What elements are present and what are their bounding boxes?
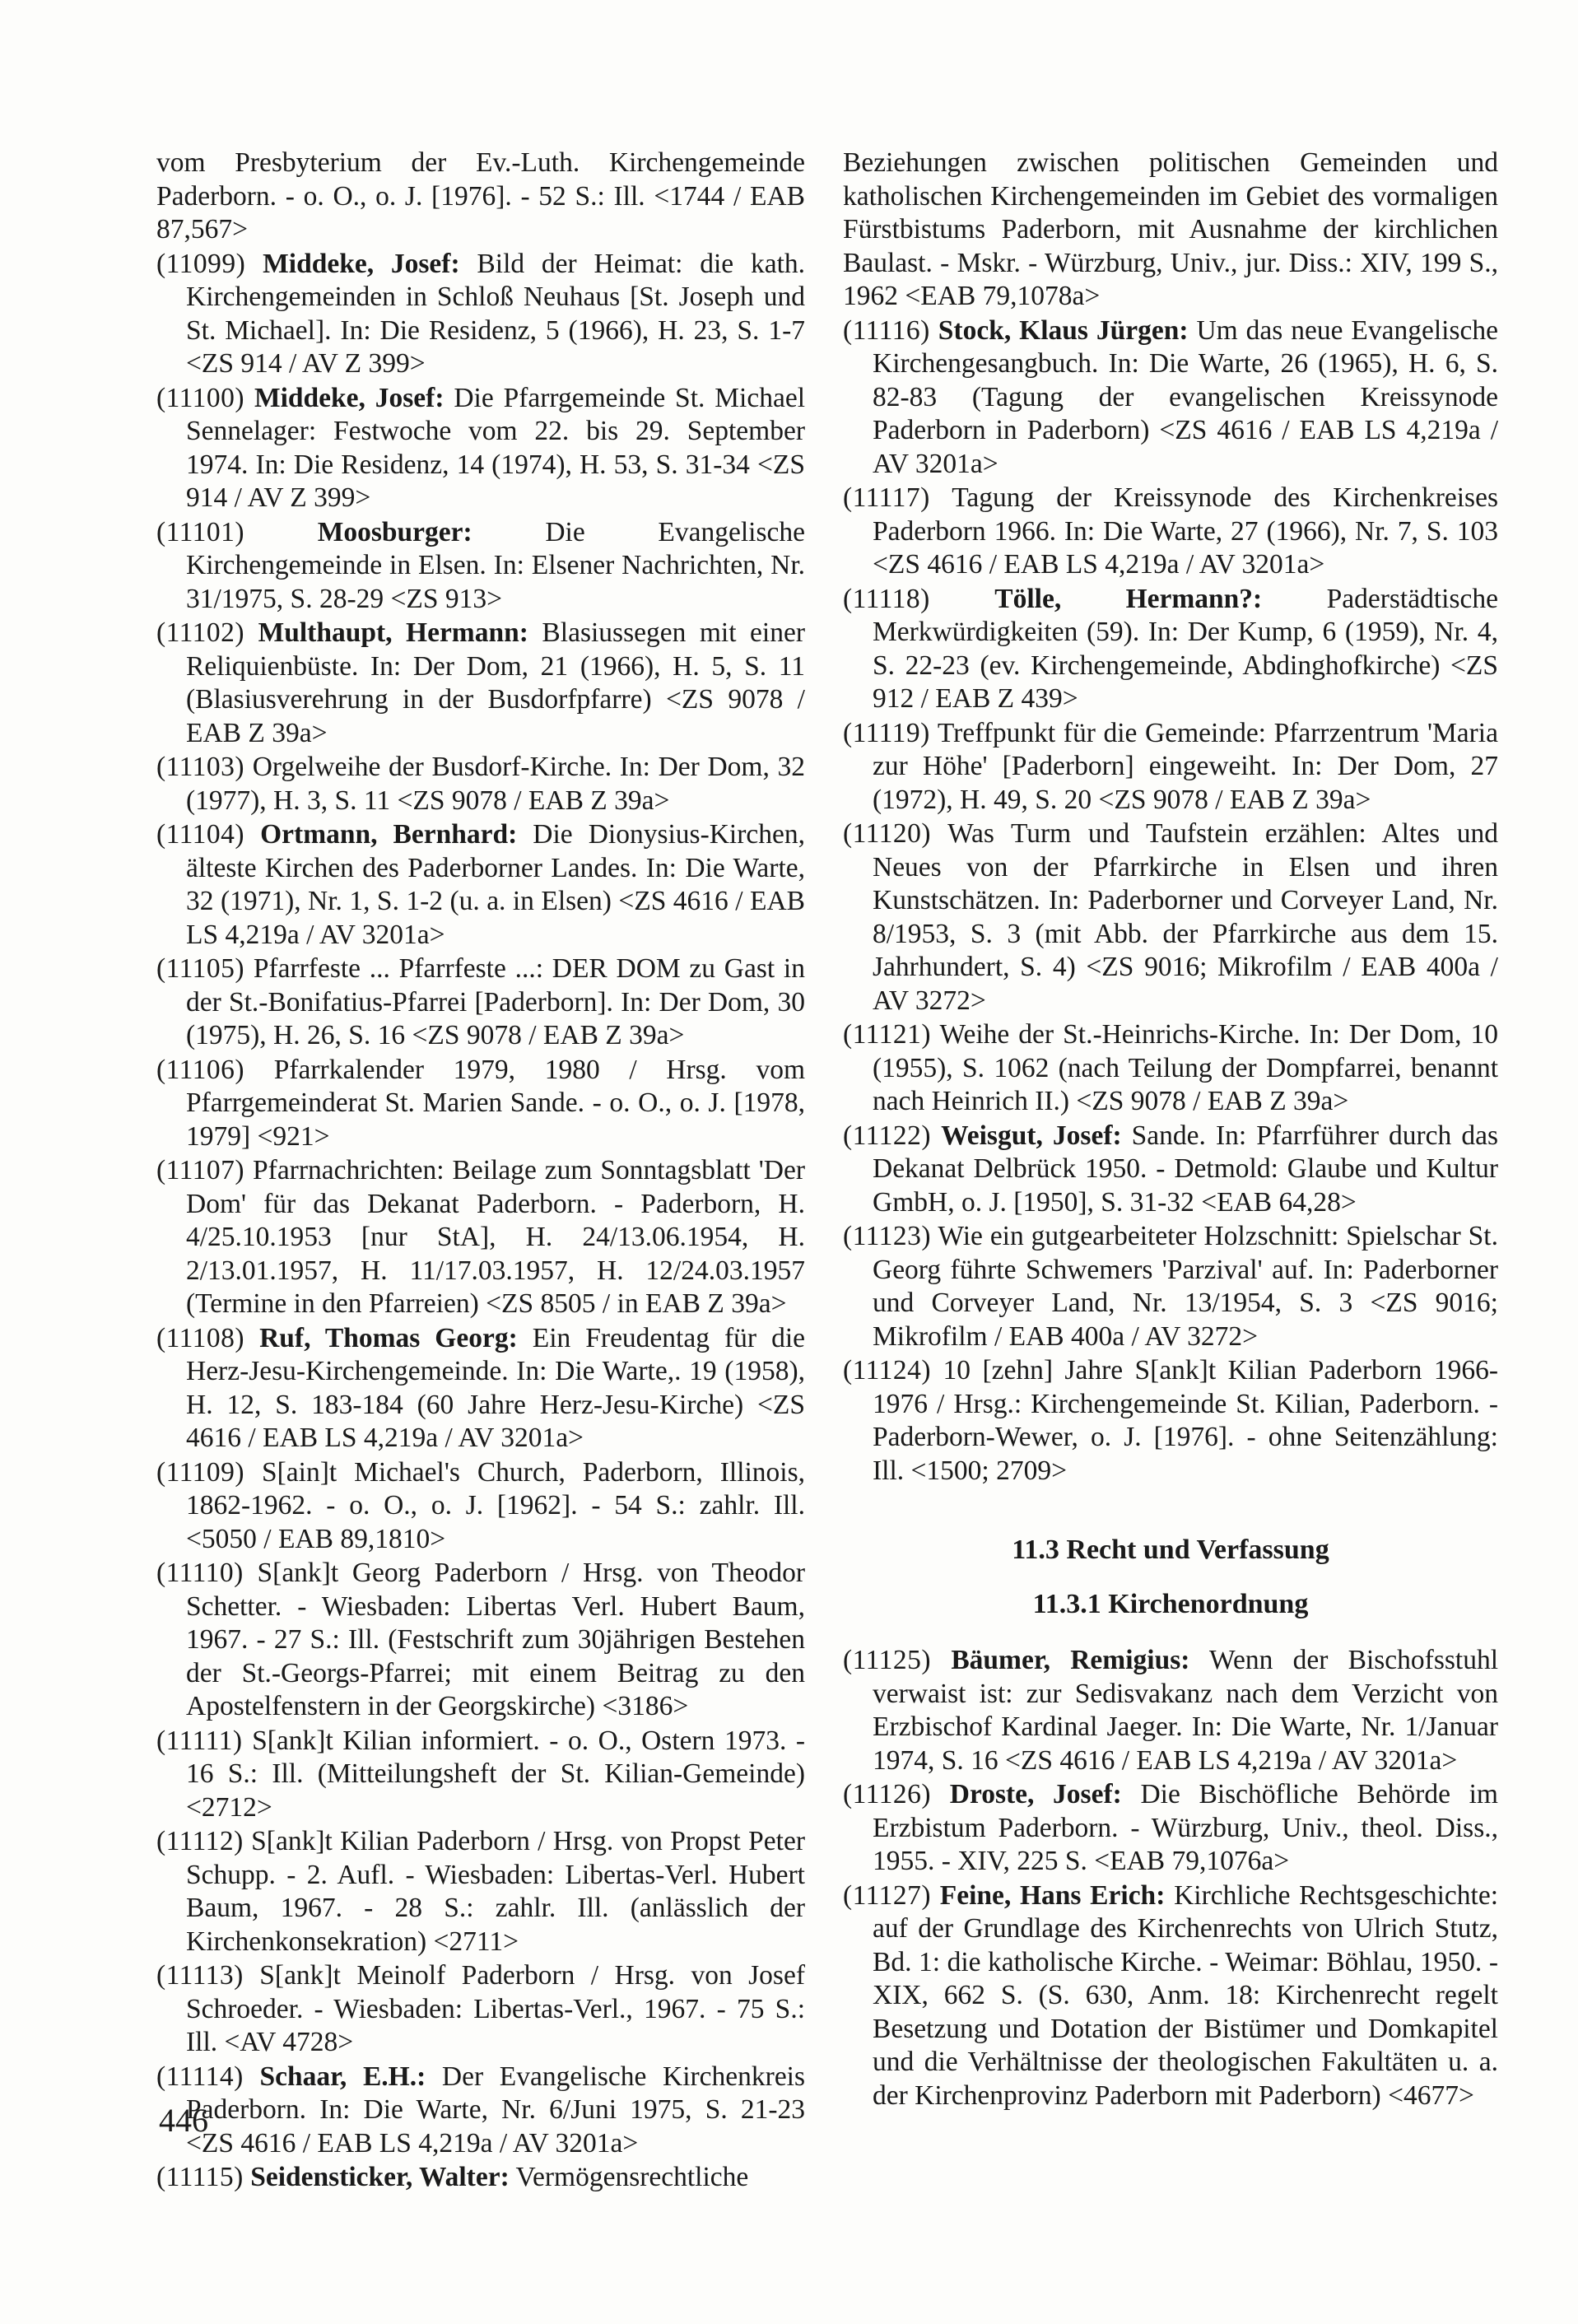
entry-number: (11100) xyxy=(156,382,245,413)
entry-number: (11113) xyxy=(156,1960,244,1991)
entry-number: (11122) xyxy=(843,1120,932,1151)
entry-text: Treffpunkt für die Gemeinde: Pfarrzentrum 'Maria zur Höhe' [Paderborn] eingeweiht. In: Der Dom, 27 (1972), H. 49, S. 20 <ZS 9078 / EAB Z 39a> xyxy=(873,717,1498,815)
entry-text: S[ain]t Michael's Church, Paderborn, Illinois, 1862-1962. - o. O., o. J. [1962]. - 54 S.: zahlr. Ill. <5050 / EAB 89,1810> xyxy=(186,1456,806,1554)
entry-number: (11108) xyxy=(156,1322,245,1353)
bibliography-entry xyxy=(156,1456,805,1557)
bibliography-entry xyxy=(156,2161,805,2195)
entry-author: Schaar, E.H.: xyxy=(259,2061,426,2092)
entry-text: Blasiussegen mit einer Reliquienbüste. In: Der Dom, 21 (1966), H. 5, S. 11 (Blasiusverehrung in der Busdorfpfarre) <ZS 9078 / EAB Z 39a> xyxy=(186,617,806,748)
entry-number: (11126) xyxy=(843,1779,932,1809)
entry-text: Kirchliche Rechtsgeschichte: auf der Grundlage des Kirchenrechts von Ulrich Stutz, Bd. 1: die katholische Kirche. - Weimar: Böhlau, 1950. - XIX, 662 S. (S. 630, Anm. 18: Kirchenrecht regelt Besetzung und Dotation der Bistümer und Domkapitel und die Verhältnisse der theologischen Fakultäten u. a. der Kirchenprovinz Paderborn mit Paderborn) <4677> xyxy=(873,1879,1499,2111)
entry-text: Vermögensrechtliche xyxy=(515,2162,749,2192)
entry-text: Um das neue Evangelische Kirchengesangbuch. In: Die Warte, 26 (1965), H. 6, S. 82-83 (Tagung der evangelischen Kreissynode Paderborn in Paderborn) <ZS 4616 / EAB LS 4,219a / AV 3201a> xyxy=(873,314,1498,479)
entry-text: Orgelweihe der Busdorf-Kirche. In: Der Dom, 32 (1977), H. 3, S. 11 <ZS 9078 / EAB Z 39a> xyxy=(186,752,805,816)
entry-text: Pfarrfeste ... Pfarrfeste ...: DER DOM zu Gast in der St.-Bonifatius-Pfarrei [Paderborn]. In: Der Dom, 30 (1975), H. 26, S. 16 <ZS 9078 / EAB Z 39a> xyxy=(186,953,805,1050)
entry-text: S[ank]t Kilian informiert. - o. O., Ostern 1973. - 16 S.: Ill. (Mitteilungsheft der St. Kilian-Gemeinde) <2712> xyxy=(186,1725,806,1823)
entry-number: (11127) xyxy=(843,1879,932,1911)
bibliography-entry xyxy=(156,147,805,247)
entry-author: Middeke, Josef: xyxy=(254,382,445,413)
bibliography-entry xyxy=(843,1879,1498,2113)
bibliography-entry xyxy=(843,717,1498,817)
entry-text: Die Evangelische Kirchengemeinde in Elsen. In: Elsener Nachrichten, Nr. 31/1975, S. 28-29 <ZS 913> xyxy=(186,516,805,614)
entry-author: Tölle, Hermann?: xyxy=(994,583,1263,614)
bibliography-entry xyxy=(843,583,1498,716)
entry-author: Weisgut, Josef: xyxy=(941,1120,1122,1151)
entry-number: (11115) xyxy=(156,2162,244,2192)
entry-number: (11123) xyxy=(843,1221,932,1251)
right-entries-after xyxy=(843,1644,1498,2112)
entry-text: Die Pfarrgemeinde St. Michael Sennelager: Festwoche vom 22. bis 29. September 1974. In: Die Residenz, 14 (1974), H. 53, S. 31-34 <ZS 914 / AV Z 399> xyxy=(186,382,806,513)
entry-text: Der Evangelische Kirchenkreis Paderborn. In: Die Warte, Nr. 6/Juni 1975, S. 21-23 <ZS 4616 / EAB LS 4,219a / AV 3201a> xyxy=(186,2061,806,2159)
entry-text: S[ank]t Kilian Paderborn / Hrsg. von Propst Peter Schupp. - 2. Aufl. - Wiesbaden: Libertas-Verl. Hubert Baum, 1967. - 28 S.: zahlr. Ill. (anlässlich der Kirchenkonsekration) <2711> xyxy=(186,1826,805,1957)
entry-text: Tagung der Kreissynode des Kirchenkreises Paderborn 1966. In: Die Warte, 27 (1966), Nr. 7, S. 103 <ZS 4616 / EAB LS 4,219a / AV 3201a> xyxy=(873,482,1498,580)
entry-number: (11119) xyxy=(843,717,930,748)
entry-number: (11102) xyxy=(156,617,245,648)
bibliography-entry xyxy=(156,382,805,515)
entry-text: Pfarrnachrichten: Beilage zum Sonntagsblatt 'Der Dom' für das Dekanat Paderborn. - Paderborn, H. 4/25.10.1953 [nur StA], H. 24/13.06.1954, H. 2/13.01.1957, H. 11/17.03.1957, H. 12/24.03.1957 (Termine in den Pfarreien) <ZS 8505 / in EAB Z 39a> xyxy=(186,1155,805,1319)
entry-author: Multhaupt, Hermann: xyxy=(258,617,528,648)
entry-number: (11103) xyxy=(156,752,245,782)
page-number: 446 xyxy=(159,2102,208,2139)
entry-author: Droste, Josef: xyxy=(949,1779,1122,1809)
bibliography-entry xyxy=(843,147,1498,314)
bibliography-entry xyxy=(843,817,1498,1018)
bibliography-entry xyxy=(156,248,805,381)
bibliography-entry xyxy=(156,1959,805,2060)
bibliography-entry xyxy=(156,1322,805,1455)
bibliography-entry xyxy=(843,1778,1498,1879)
bibliography-entry xyxy=(156,818,805,952)
entry-text: Ein Freudentag für die Herz-Jesu-Kirchengemeinde. In: Die Warte,. 19 (1958), H. 12, S. 183-184 (60 Jahre Herz-Jesu-Kirche) <ZS 4616 / EAB LS 4,219a / AV 3201a> xyxy=(186,1322,805,1453)
subsection-heading: 11.3.1 Kirchenordnung xyxy=(1032,1589,1309,1619)
entry-number: (11104) xyxy=(156,819,245,850)
entry-number: (11110) xyxy=(156,1558,244,1588)
bibliography-entry xyxy=(156,952,805,1053)
entry-author: Feine, Hans Erich: xyxy=(939,1879,1166,1911)
entry-number: (11112) xyxy=(156,1826,244,1856)
left-column xyxy=(156,147,805,2196)
bibliography-entry xyxy=(156,516,805,617)
entry-author: Stock, Klaus Jürgen: xyxy=(938,314,1189,346)
entry-number: (11099) xyxy=(156,248,246,279)
entry-author: Ortmann, Bernhard: xyxy=(260,819,518,850)
entry-number: (11124) xyxy=(843,1355,932,1386)
entry-text: Pfarrkalender 1979, 1980 / Hrsg. vom Pfarrgemeinderat St. Marien Sande. - o. O., o. J. [1978, 1979] <921> xyxy=(186,1054,806,1152)
entry-text: Die Bischöfliche Behörde im Erzbistum Paderborn. - Würzburg, Univ., theol. Diss., 1955. - XIV, 225 S. <EAB 79,1076a> xyxy=(873,1779,1498,1876)
bibliography-entry xyxy=(156,1557,805,1724)
entry-text: Wenn der Bischofsstuhl verwaist ist: zur Sedisvakanz nach dem Verzicht von Erzbischof Kardinal Jaeger. In: Die Warte, Nr. 1/Januar 1974, S. 16 <ZS 4616 / EAB LS 4,219a / AV 3201a> xyxy=(873,1645,1499,1776)
entry-text: Die Dionysius-Kirchen, älteste Kirchen des Paderborner Landes. In: Die Warte, 32 (1971), Nr. 1, S. 1-2 (u. a. in Elsen) <ZS 4616 / EAB LS 4,219a / AV 3201a> xyxy=(186,819,805,950)
entry-author: Bäumer, Remigius: xyxy=(951,1645,1190,1675)
right-entries-before xyxy=(843,147,1498,1488)
section-heading: 11.3 Recht und Verfassung xyxy=(1012,1535,1329,1565)
entry-number: (11117) xyxy=(843,482,930,513)
entry-number: (11114) xyxy=(156,2061,244,2092)
entry-number: (11121) xyxy=(843,1019,932,1050)
bibliography-entry xyxy=(156,1054,805,1154)
entry-text: S[ank]t Meinolf Paderborn / Hrsg. von Josef Schroeder. - Wiesbaden: Libertas-Verl., 1967. - 75 S.: Ill. <AV 4728> xyxy=(186,1960,805,2057)
entry-text: S[ank]t Georg Paderborn / Hrsg. von Theodor Schetter. - Wiesbaden: Libertas Verl. Hubert Baum, 1967. - 27 S.: Ill. (Festschrift zum 30jährigen Bestehen der St.-Georgs-Pfarrei; mit einem Beitrag zu den Apostelfenstern in der Georgskirche) <3186> xyxy=(186,1558,805,1721)
entry-text: Beziehungen zwischen politischen Gemeinden und katholischen Kirchengemeinden im Gebiet des vormaligen Fürstbistums Paderborn, mit Ausnahme der kirchlichen Baulast. - Mskr. - Würzburg, Univ., jur. Diss.: XIV, 199 S., 1962 <EAB 79,1078a> xyxy=(843,147,1498,311)
bibliography-entry xyxy=(843,1120,1498,1220)
entry-text: Wie ein gutgearbeiteter Holzschnitt: Spielschar St. Georg führte Schwemers 'Parzival' auf. In: Paderborner und Corveyer Land, Nr. 13/1954, S. 3 <ZS 9016; Mikrofilm / EAB 400a / AV 3272> xyxy=(873,1221,1498,1352)
entry-author: Seidensticker, Walter: xyxy=(250,2162,510,2192)
entry-number: (11107) xyxy=(156,1155,245,1185)
bibliography-entry xyxy=(843,1644,1498,1777)
entry-number: (11125) xyxy=(843,1645,932,1675)
bibliography-entry xyxy=(156,617,805,750)
entry-text: Sande. In: Pfarrführer durch das Dekanat Delbrück 1950. - Detmold: Glaube und Kultur GmbH, o. J. [1950], S. 31-32 <EAB 64,28> xyxy=(873,1120,1498,1218)
entry-text: 10 [zehn] Jahre S[ank]t Kilian Paderborn 1966-1976 / Hrsg.: Kirchengemeinde St. Kilian, Paderborn. - Paderborn-Wewer, o. J. [1976]. - ohne Seitenzählung: Ill. <1500; 2709> xyxy=(873,1355,1499,1486)
entry-number: (11118) xyxy=(843,583,930,614)
bibliography-entry xyxy=(843,314,1498,482)
entry-author: Moosburger: xyxy=(317,516,472,547)
entry-text: Paderstädtische Merkwürdigkeiten (59). In: Der Kump, 6 (1959), Nr. 4, S. 22-23 (ev. Kirchengemeinde, Abdinghofkirche) <ZS 912 / EAB Z 439> xyxy=(873,583,1499,714)
bibliography-entry xyxy=(156,2061,805,2161)
entry-text: Weihe der St.-Heinrichs-Kirche. In: Der Dom, 10 (1955), S. 1062 (nach Teilung der Dompfarrei, benannt nach Heinrich II.) <ZS 9078 / EAB Z 39a> xyxy=(873,1019,1498,1116)
right-column xyxy=(843,147,1498,2113)
bibliography-entry xyxy=(156,1154,805,1321)
entry-author: Ruf, Thomas Georg: xyxy=(259,1322,518,1353)
entry-author: Middeke, Josef: xyxy=(263,248,460,279)
bibliography-entry xyxy=(843,1354,1498,1488)
bibliography-entry xyxy=(156,1825,805,1958)
bibliography-entry xyxy=(156,751,805,817)
bibliography-entry xyxy=(843,1220,1498,1353)
entry-number: (11106) xyxy=(156,1054,245,1085)
entry-number: (11111) xyxy=(156,1725,243,1756)
bibliography-entry xyxy=(843,482,1498,582)
entry-text: vom Presbyterium der Ev.-Luth. Kirchengemeinde Paderborn. - o. O., o. J. [1976]. - 52 S.: Ill. <1744 / EAB 87,567> xyxy=(156,147,805,245)
entry-number: (11101) xyxy=(156,516,245,547)
entry-text: Bild der Heimat: die kath. Kirchengemeinden in Schloß Neuhaus [St. Joseph und St. Michael]. In: Die Residenz, 5 (1966), H. 23, S. 1-7 <ZS 914 / AV Z 399> xyxy=(186,248,806,379)
entry-text: Was Turm und Taufstein erzählen: Altes und Neues von der Pfarrkirche in Elsen und ihren Kunstschätzen. In: Paderborner und Corveyer Land, Nr. 8/1953, S. 3 (mit Abb. der Pfarrkirche aus dem 15. Jahrhundert, S. 4) <ZS 9016; Mikrofilm / EAB 400a / AV 3272> xyxy=(873,818,1498,1016)
bibliography-entry xyxy=(156,1725,805,1825)
entry-number: (11116) xyxy=(843,314,930,346)
entry-number: (11109) xyxy=(156,1456,245,1488)
entry-number: (11120) xyxy=(843,818,932,849)
entry-number: (11105) xyxy=(156,953,245,984)
bibliography-entry xyxy=(843,1018,1498,1119)
